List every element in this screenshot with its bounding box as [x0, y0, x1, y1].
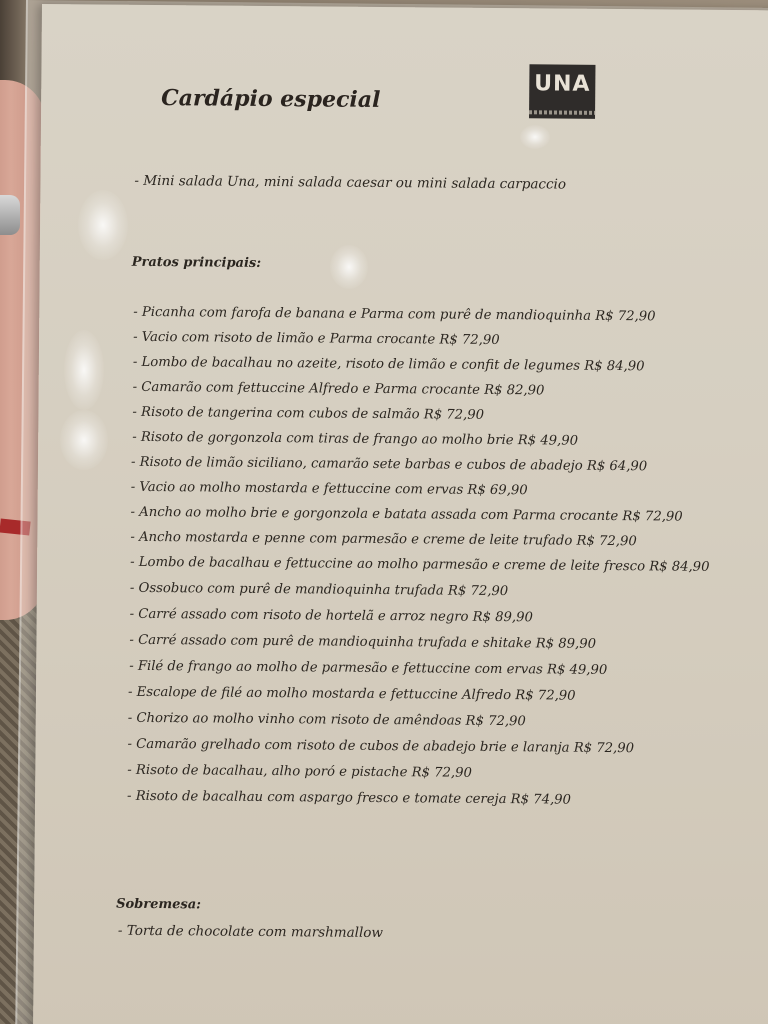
dish-item: - Vacio ao molho mostarda e fettuccine com ervas R$ 69,90 — [130, 479, 528, 499]
dish-item: - Risoto de bacalhau com aspargo fresco e tomate cereja R$ 74,90 — [127, 788, 572, 808]
dish-item: - Escalope de filé ao molho mostarda e fettuccine Alfredo R$ 72,90 — [127, 684, 576, 704]
salad-options-line: - Mini salada Una, mini salada caesar ou mini salada carpaccio — [134, 172, 567, 193]
dish-item: - Lombo de bacalhau no azeite, risoto de limão e confit de legumes R$ 84,90 — [132, 354, 645, 375]
una-logo — [529, 64, 595, 119]
dish-item: - Risoto de tangerina com cubos de salmão R$ 72,90 — [132, 404, 485, 423]
light-glare — [64, 330, 104, 410]
dish-item: - Ossobuco com purê de mandioquinha trufada R$ 72,90 — [129, 580, 509, 600]
dish-item: - Risoto de bacalhau, alho poró e pistache R$ 72,90 — [127, 762, 472, 781]
dish-item: - Camarão grelhado com risoto de cubos de abadejo brie e laranja R$ 72,90 — [127, 736, 635, 757]
logo-subtitle-mark — [529, 110, 595, 115]
dish-item: - Carré assado com purê de mandioquinha trufada e shitake R$ 89,90 — [129, 632, 597, 652]
light-glare — [60, 410, 108, 470]
logo-text: UNA — [534, 71, 591, 97]
dish-item: - Lombo de bacalhau e fettuccine ao molho parmesão e creme de leite fresco R$ 84,90 — [130, 554, 710, 575]
main-courses-heading: Pratos principais: — [131, 254, 262, 271]
dish-item: - Carré assado com risoto de hortelã e arroz negro R$ 89,90 — [129, 606, 533, 626]
dish-item: - Risoto de limão siciliano, camarão sete barbas e cubos de abadejo R$ 64,90 — [130, 454, 648, 475]
dessert-item: - Torta de chocolate com marshmallow — [117, 922, 384, 942]
menu-title: Cardápio especial — [161, 85, 381, 113]
light-glare — [330, 245, 368, 289]
light-glare — [78, 190, 128, 260]
dish-item: - Camarão com fettuccine Alfredo e Parma crocante R$ 82,90 — [132, 379, 545, 399]
dish-item: - Ancho ao molho brie e gorgonzola e batata assada com Parma crocante R$ 72,90 — [130, 504, 683, 525]
dish-item: - Risoto de gorgonzola com tiras de frango ao molho brie R$ 49,90 — [132, 429, 579, 449]
dish-item: - Chorizo ao molho vinho com risoto de amêndoas R$ 72,90 — [127, 710, 526, 730]
dish-item: - Filé de frango ao molho de parmesão e fettuccine com ervas R$ 49,90 — [129, 658, 608, 678]
light-glare — [520, 125, 550, 149]
dish-item: - Ancho mostarda e penne com parmesão e creme de leite trufado R$ 72,90 — [130, 529, 637, 550]
ring — [0, 195, 20, 235]
menu-paper — [33, 4, 768, 1024]
dish-item: - Picanha com farofa de banana e Parma com purê de mandioquinha R$ 72,90 — [133, 304, 656, 325]
dessert-heading: Sobremesa: — [116, 896, 202, 913]
dish-item: - Vacio com risoto de limão e Parma crocante R$ 72,90 — [133, 329, 500, 349]
